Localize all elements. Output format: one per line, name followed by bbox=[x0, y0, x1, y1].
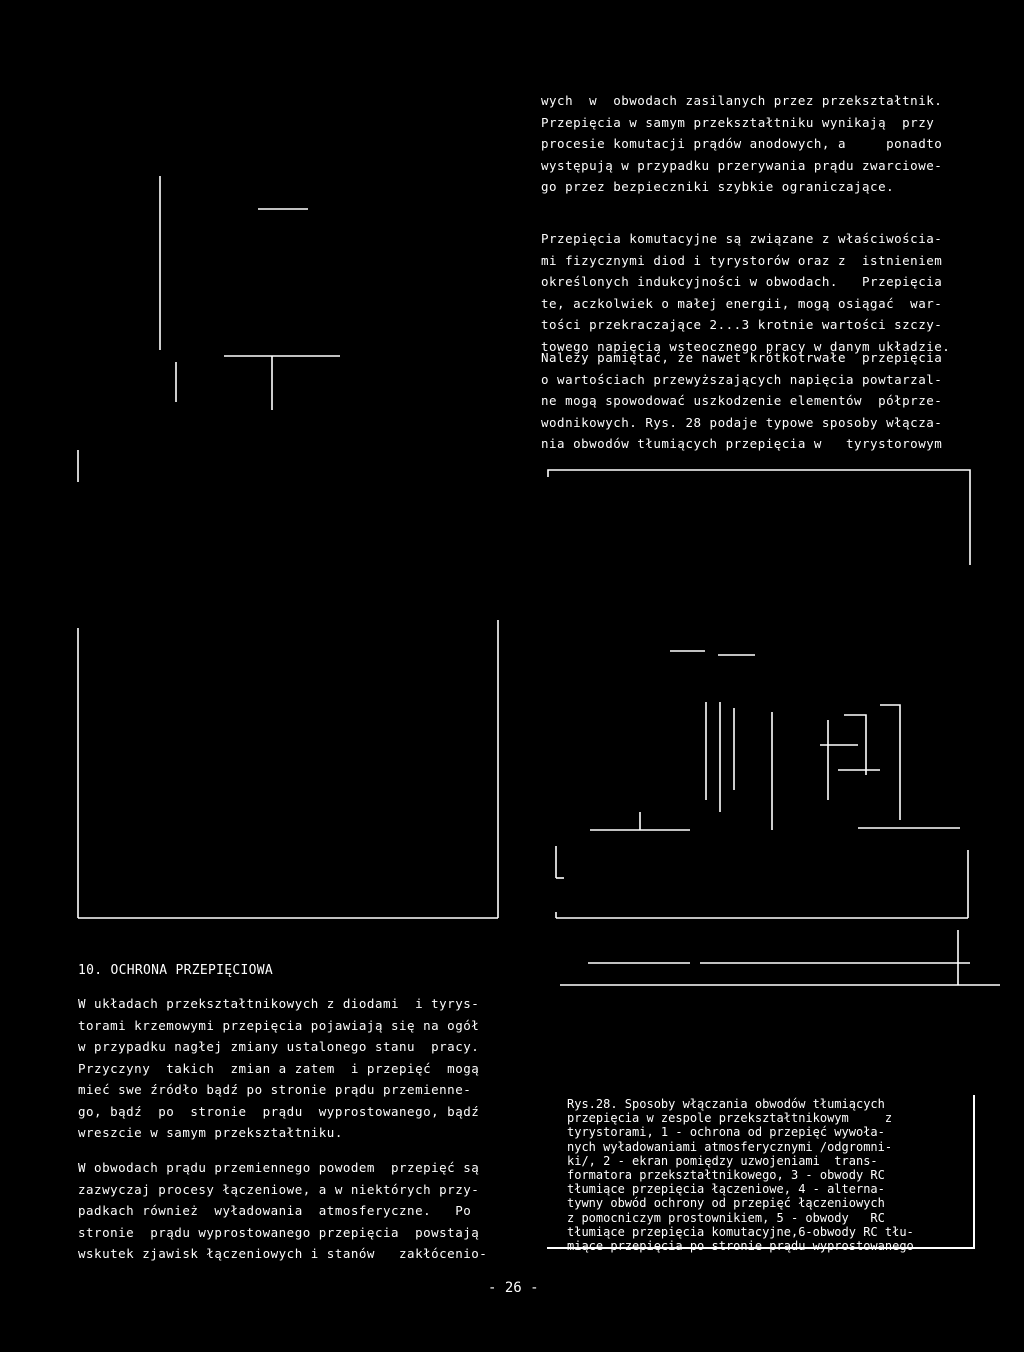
figure-line bbox=[880, 705, 900, 820]
paragraph-left-1 bbox=[78, 993, 518, 1144]
text-line: torami krzemowymi przepięcia pojawiają się na ogół bbox=[78, 1017, 480, 1033]
figure-caption bbox=[567, 1097, 972, 1253]
text-line: Należy pamiętać, że nawet krótkotrwałe przepięcia bbox=[541, 350, 943, 365]
text-line: określonych indukcyjności w obwodach. Przepięcia bbox=[541, 274, 943, 289]
caption-line: przepięcia w zespole przekształtnikowym z bbox=[567, 1111, 893, 1126]
text-line: mi fizycznymi diod i tyrystorów oraz z istnieniem bbox=[541, 252, 943, 268]
text-line: wreszcie w samym przekształtniku. bbox=[78, 1125, 343, 1140]
text-line: towego napięcia wsteocznego pracy w danym układzie. bbox=[541, 338, 951, 354]
caption-line: tyrystorami, 1 - ochrona od przepięć wywoła- bbox=[567, 1125, 885, 1140]
caption-line: tłumiące przepięcia łączeniowe, 4 - alterna- bbox=[567, 1182, 885, 1197]
text-line: tości przekraczające 2...3 krotnie wartości szczy- bbox=[541, 317, 943, 332]
text-line: go, bądź po stronie prądu wyprostowanego, bądź bbox=[78, 1103, 480, 1119]
paragraph-left-2 bbox=[78, 1157, 518, 1265]
text-line: Przepięcia komutacyjne są związane z właściwościa- bbox=[541, 231, 943, 246]
text-line: procesie komutacji prądów anodowych, a ponadto bbox=[541, 136, 943, 151]
page-number: - 26 - bbox=[488, 1280, 539, 1296]
text-line: wskutek zjawisk łączeniowych i stanów zakłócenio- bbox=[78, 1246, 488, 1261]
text-line: zazwyczaj procesy łączeniowe, a w niektórych przy- bbox=[78, 1181, 480, 1197]
text-line: Przepięcia w samym przekształtniku wynikają przy bbox=[541, 114, 935, 130]
text-line: W układach przekształtnikowych z diodami i tyrys- bbox=[78, 996, 480, 1011]
text-line: mieć swe źródło bądź po stronie prądu przemienne- bbox=[78, 1082, 472, 1097]
paragraph-right-3 bbox=[541, 347, 981, 455]
caption-line: formatora przekształtnikowego, 3 - obwody RC bbox=[567, 1168, 885, 1183]
text-line: W obwodach prądu przemiennego powodem przepięć są bbox=[78, 1160, 480, 1175]
caption-line: z pomocniczym prostownikiem, 5 - obwody RC bbox=[567, 1210, 885, 1225]
figure-line bbox=[548, 470, 970, 565]
text-line: Przyczyny takich zmian a zatem i przepięć mogą bbox=[78, 1060, 480, 1076]
caption-line: tłumiące przepięcia komutacyjne,6-obwody RC tłu- bbox=[567, 1224, 914, 1239]
section-heading: 10. OCHRONA PRZEPIĘCIOWA bbox=[78, 963, 274, 978]
text-line: ne mogą spowodować uszkodzenie elementów półprze- bbox=[541, 393, 943, 408]
text-line: padkach również wyładowania atmosferyczne. Po bbox=[78, 1203, 472, 1218]
caption-line: miące przepięcia po stronie prądu wyprostowanego bbox=[567, 1239, 914, 1254]
paragraph-right-top bbox=[541, 90, 981, 198]
text-line: nia obwodów tłumiących przepięcia w tyrystorowym bbox=[541, 436, 943, 451]
text-line: wych w obwodach zasilanych przez przekształtnik. bbox=[541, 93, 943, 108]
text-line: występują w przypadku przerywania prądu zwarciowe- bbox=[541, 157, 943, 173]
text-line: te, aczkolwiek o małej energii, mogą osiągać war- bbox=[541, 295, 943, 311]
text-line: go przez bezpieczniki szybkie ograniczające. bbox=[541, 179, 895, 194]
paragraph-right-2 bbox=[541, 228, 981, 357]
caption-line: tywny obwód ochrony od przepięć łączeniowych bbox=[567, 1196, 885, 1211]
text-line: wodnikowych. Rys. 28 podaje typowe sposoby włącza- bbox=[541, 414, 943, 430]
text-line: o wartościach przewyższających napięcia powtarzal- bbox=[541, 371, 943, 387]
caption-line: ki/, 2 - ekran pomiędzy uzwojeniami trans- bbox=[567, 1153, 878, 1168]
caption-line: Rys.28. Sposoby włączania obwodów tłumiących bbox=[567, 1097, 885, 1111]
caption-line: nych wyładowaniami atmosferycznymi /odgromni- bbox=[567, 1139, 893, 1154]
text-line: w przypadku nagłej zmiany ustalonego stanu pracy. bbox=[78, 1039, 480, 1054]
text-line: stronie prądu wyprostowanego przepięcia powstają bbox=[78, 1224, 480, 1240]
